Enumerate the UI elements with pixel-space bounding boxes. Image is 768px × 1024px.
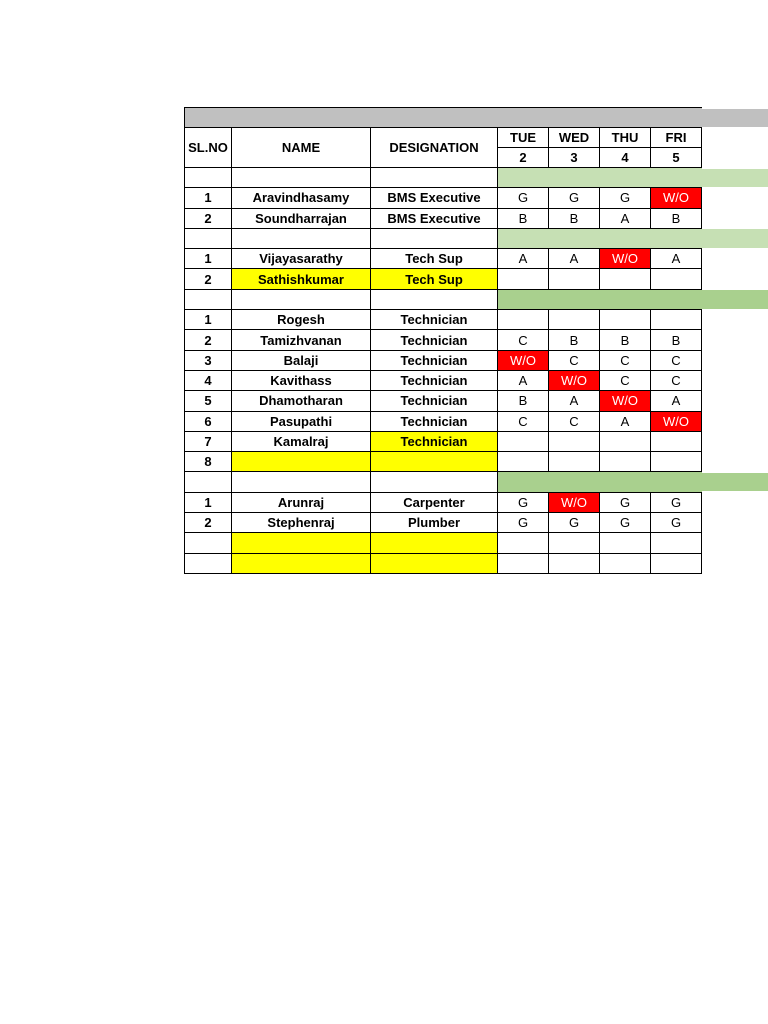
shift-cell[interactable]: G (498, 188, 549, 208)
shift-cell[interactable]: C (651, 350, 702, 370)
shift-cell[interactable] (600, 452, 651, 472)
slno-cell[interactable]: 2 (185, 513, 232, 533)
header-date[interactable]: 2 (498, 148, 549, 168)
shift-cell[interactable]: B (600, 330, 651, 350)
name-cell[interactable]: Rogesh (232, 310, 371, 330)
group-band[interactable] (498, 168, 702, 188)
header-row (185, 128, 702, 148)
shift-cell[interactable] (549, 269, 600, 289)
designation-cell[interactable]: Technician (371, 391, 498, 411)
header-day[interactable]: THU (600, 128, 651, 148)
separator-cell[interactable] (371, 168, 498, 188)
shift-cell[interactable] (498, 553, 549, 573)
header-date[interactable]: 5 (651, 148, 702, 168)
shift-cell[interactable]: W/O (651, 411, 702, 431)
slno-cell[interactable] (185, 533, 232, 553)
band-overhang (702, 169, 768, 187)
shift-cell[interactable] (651, 310, 702, 330)
designation-cell[interactable]: BMS Executive (371, 188, 498, 208)
table-row (185, 492, 702, 512)
group-separator-row (185, 472, 702, 492)
shift-cell[interactable]: C (549, 350, 600, 370)
shift-cell[interactable]: G (549, 188, 600, 208)
separator-cell[interactable] (185, 168, 232, 188)
header-designation[interactable]: DESIGNATION (371, 128, 498, 168)
name-cell[interactable]: Tamizhvanan (232, 330, 371, 350)
group-separator-row (185, 168, 702, 188)
shift-cell[interactable] (498, 452, 549, 472)
separator-cell[interactable] (232, 228, 371, 248)
slno-cell[interactable]: 8 (185, 452, 232, 472)
table-row (185, 431, 702, 451)
shift-cell[interactable] (498, 269, 549, 289)
name-cell[interactable]: Stephenraj (232, 513, 371, 533)
shift-cell[interactable] (651, 553, 702, 573)
band-overhang (702, 473, 768, 491)
band-overhang (702, 290, 768, 308)
shift-cell[interactable]: G (498, 513, 549, 533)
header-day[interactable]: WED (549, 128, 600, 148)
shift-cell[interactable]: C (498, 411, 549, 431)
designation-cell[interactable]: Technician (371, 310, 498, 330)
separator-cell[interactable] (371, 289, 498, 309)
table-row (185, 208, 702, 228)
shift-cell[interactable]: A (600, 411, 651, 431)
name-cell[interactable]: Pasupathi (232, 411, 371, 431)
shift-cell[interactable]: C (549, 411, 600, 431)
table-row (185, 310, 702, 330)
slno-cell[interactable]: 2 (185, 208, 232, 228)
slno-cell[interactable]: 7 (185, 431, 232, 451)
shift-cell[interactable]: B (651, 330, 702, 350)
name-cell[interactable]: Arunraj (232, 492, 371, 512)
designation-cell[interactable]: Tech Sup (371, 249, 498, 269)
slno-cell[interactable]: 1 (185, 310, 232, 330)
header-day[interactable]: TUE (498, 128, 549, 148)
designation-cell[interactable] (371, 533, 498, 553)
group-band[interactable] (498, 289, 702, 309)
table-row (185, 391, 702, 411)
table-row (185, 330, 702, 350)
shift-cell[interactable]: W/O (549, 492, 600, 512)
shift-cell[interactable]: G (600, 492, 651, 512)
table-row (185, 269, 702, 289)
group-separator-row (185, 289, 702, 309)
designation-cell[interactable] (371, 452, 498, 472)
shift-cell[interactable] (549, 431, 600, 451)
shift-cell[interactable] (498, 533, 549, 553)
group-separator-row (185, 228, 702, 248)
shift-cell[interactable]: B (651, 208, 702, 228)
table-row (185, 411, 702, 431)
header-name[interactable]: NAME (232, 128, 371, 168)
shift-cell[interactable] (651, 533, 702, 553)
slno-cell[interactable]: 2 (185, 330, 232, 350)
designation-cell[interactable]: Technician (371, 350, 498, 370)
title-bar-row (185, 108, 702, 128)
shift-cell[interactable] (651, 431, 702, 451)
slno-cell[interactable]: 1 (185, 188, 232, 208)
name-cell[interactable] (232, 553, 371, 573)
name-cell[interactable]: Sathishkumar (232, 269, 371, 289)
shift-cell[interactable]: A (600, 208, 651, 228)
group-band[interactable] (498, 228, 702, 248)
band-overhang (702, 229, 768, 247)
table-row (185, 188, 702, 208)
shift-cell[interactable]: A (549, 249, 600, 269)
group-band[interactable] (498, 472, 702, 492)
name-cell[interactable]: Kavithass (232, 370, 371, 390)
slno-cell[interactable]: 2 (185, 269, 232, 289)
designation-cell[interactable]: Plumber (371, 513, 498, 533)
designation-cell[interactable]: Tech Sup (371, 269, 498, 289)
separator-cell[interactable] (232, 168, 371, 188)
shift-cell[interactable]: A (651, 391, 702, 411)
slno-cell[interactable]: 3 (185, 350, 232, 370)
shift-cell[interactable] (600, 431, 651, 451)
band-overhang (702, 109, 768, 127)
shift-cell[interactable]: W/O (651, 188, 702, 208)
separator-cell[interactable] (185, 289, 232, 309)
name-cell[interactable]: Soundharrajan (232, 208, 371, 228)
shift-cell[interactable] (651, 452, 702, 472)
designation-cell[interactable]: Technician (371, 370, 498, 390)
slno-cell[interactable]: 6 (185, 411, 232, 431)
shift-cell[interactable] (549, 310, 600, 330)
shift-cell[interactable]: W/O (600, 249, 651, 269)
shift-cell[interactable]: C (600, 370, 651, 390)
shift-cell[interactable]: A (549, 391, 600, 411)
name-cell[interactable]: Balaji (232, 350, 371, 370)
name-cell[interactable] (232, 533, 371, 553)
shift-cell[interactable]: W/O (549, 370, 600, 390)
shift-cell[interactable]: G (549, 513, 600, 533)
separator-cell[interactable] (185, 228, 232, 248)
shift-cell[interactable]: B (549, 208, 600, 228)
shift-cell[interactable] (549, 553, 600, 573)
table-row (185, 553, 702, 573)
shift-cell[interactable]: C (651, 370, 702, 390)
designation-cell[interactable] (371, 553, 498, 573)
shift-cell[interactable] (498, 310, 549, 330)
name-cell[interactable]: Kamalraj (232, 431, 371, 451)
shift-cell[interactable]: W/O (498, 350, 549, 370)
shift-cell[interactable]: A (498, 249, 549, 269)
table-row (185, 249, 702, 269)
designation-cell[interactable]: Technician (371, 411, 498, 431)
title-bar[interactable] (185, 108, 702, 128)
table-row (185, 533, 702, 553)
shift-cell[interactable] (600, 269, 651, 289)
slno-cell[interactable]: 1 (185, 249, 232, 269)
header-slno[interactable]: SL.NO (185, 128, 232, 168)
shift-cell[interactable]: G (600, 513, 651, 533)
table-row (185, 350, 702, 370)
shift-cell[interactable] (600, 553, 651, 573)
slno-cell[interactable] (185, 553, 232, 573)
duty-roster-table (184, 107, 702, 574)
shift-cell[interactable]: A (498, 370, 549, 390)
shift-cell[interactable]: G (498, 492, 549, 512)
separator-cell[interactable] (232, 472, 371, 492)
shift-cell[interactable]: W/O (600, 391, 651, 411)
separator-cell[interactable] (185, 472, 232, 492)
shift-cell[interactable]: G (651, 513, 702, 533)
shift-cell[interactable]: G (600, 188, 651, 208)
name-cell[interactable]: Vijayasarathy (232, 249, 371, 269)
header-date[interactable]: 4 (600, 148, 651, 168)
header-day[interactable]: FRI (651, 128, 702, 148)
table-row (185, 370, 702, 390)
shift-cell[interactable]: C (498, 330, 549, 350)
slno-cell[interactable]: 5 (185, 391, 232, 411)
shift-cell[interactable] (600, 310, 651, 330)
name-cell[interactable] (232, 452, 371, 472)
table-row (185, 452, 702, 472)
shift-cell[interactable]: B (549, 330, 600, 350)
separator-cell[interactable] (371, 228, 498, 248)
shift-cell[interactable] (651, 269, 702, 289)
shift-cell[interactable]: C (600, 350, 651, 370)
shift-cell[interactable]: B (498, 208, 549, 228)
separator-cell[interactable] (232, 289, 371, 309)
shift-cell[interactable] (549, 452, 600, 472)
shift-cell[interactable] (600, 533, 651, 553)
designation-cell[interactable]: BMS Executive (371, 208, 498, 228)
name-cell[interactable]: Dhamotharan (232, 391, 371, 411)
table-row (185, 513, 702, 533)
designation-cell[interactable]: Carpenter (371, 492, 498, 512)
designation-cell[interactable]: Technician (371, 330, 498, 350)
shift-cell[interactable] (549, 533, 600, 553)
shift-cell[interactable]: B (498, 391, 549, 411)
shift-cell[interactable]: G (651, 492, 702, 512)
separator-cell[interactable] (371, 472, 498, 492)
slno-cell[interactable]: 4 (185, 370, 232, 390)
slno-cell[interactable]: 1 (185, 492, 232, 512)
shift-cell[interactable] (498, 431, 549, 451)
designation-cell[interactable]: Technician (371, 431, 498, 451)
name-cell[interactable]: Aravindhasamy (232, 188, 371, 208)
shift-cell[interactable]: A (651, 249, 702, 269)
header-date[interactable]: 3 (549, 148, 600, 168)
